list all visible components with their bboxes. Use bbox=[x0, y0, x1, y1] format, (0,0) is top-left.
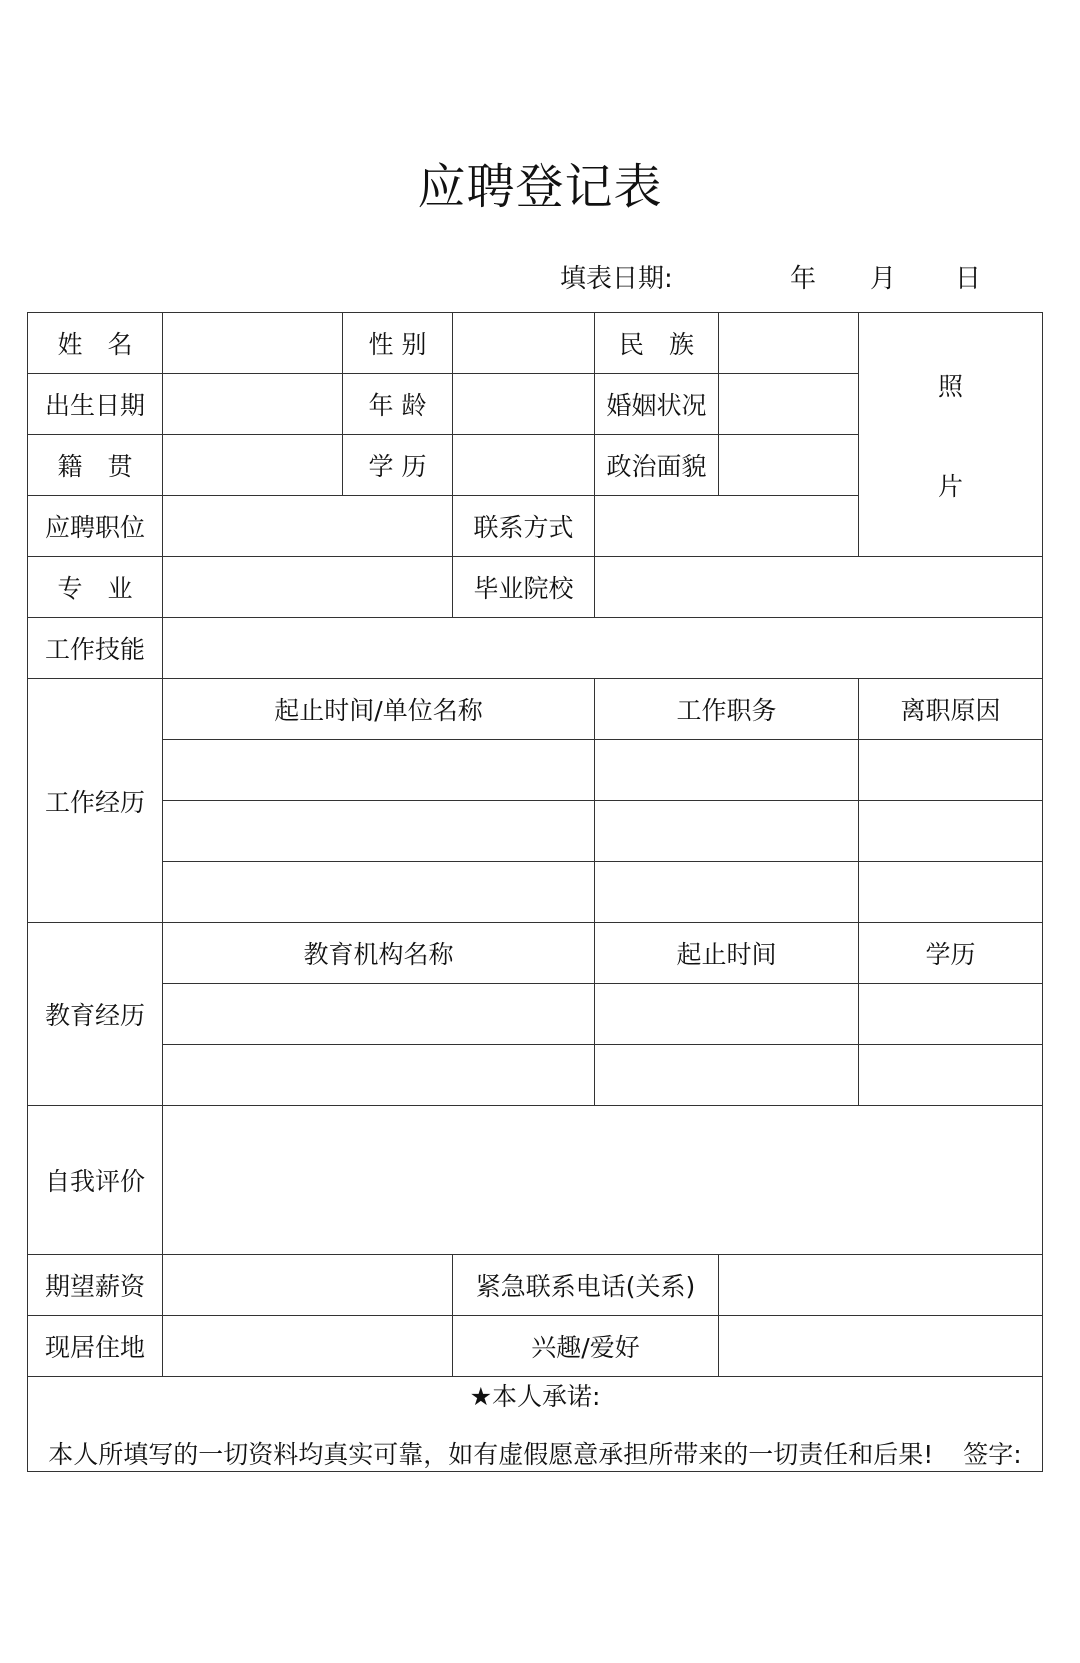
education-experience-label: 教育经历 bbox=[28, 923, 163, 1106]
expected-salary-field[interactable] bbox=[163, 1255, 453, 1316]
hobbies-label: 兴趣/爱好 bbox=[453, 1316, 719, 1377]
education-label: 学 历 bbox=[343, 435, 453, 496]
edu-1-period[interactable] bbox=[595, 984, 859, 1045]
table-row bbox=[28, 740, 1043, 801]
year-label: 年 bbox=[790, 264, 817, 294]
table-row bbox=[28, 679, 1043, 740]
age-field[interactable] bbox=[453, 374, 595, 435]
gender-label: 性 别 bbox=[343, 313, 453, 374]
native-place-field[interactable] bbox=[163, 435, 343, 496]
fill-date-label: 填表日期: bbox=[560, 264, 673, 294]
work-col-period-org: 起止时间/单位名称 bbox=[163, 679, 595, 740]
position-field[interactable] bbox=[163, 496, 453, 557]
edu-col-period: 起止时间 bbox=[595, 923, 859, 984]
address-label: 现居住地 bbox=[28, 1316, 163, 1377]
edu-col-degree: 学历 bbox=[859, 923, 1043, 984]
education-field[interactable] bbox=[453, 435, 595, 496]
work-1-leave-reason[interactable] bbox=[859, 740, 1043, 801]
age-label: 年 龄 bbox=[343, 374, 453, 435]
fill-date-row bbox=[560, 258, 1000, 298]
name-field[interactable] bbox=[163, 313, 343, 374]
photo-box[interactable] bbox=[859, 313, 1043, 557]
ethnicity-field[interactable] bbox=[719, 313, 859, 374]
emergency-contact-field[interactable] bbox=[719, 1255, 1043, 1316]
table-row bbox=[28, 984, 1043, 1045]
hobbies-field[interactable] bbox=[719, 1316, 1043, 1377]
edu-1-degree[interactable] bbox=[859, 984, 1043, 1045]
table-row bbox=[28, 313, 1043, 374]
work-col-title: 工作职务 bbox=[595, 679, 859, 740]
gender-field[interactable] bbox=[453, 313, 595, 374]
table-row bbox=[28, 1255, 1043, 1316]
edu-2-institution[interactable] bbox=[163, 1045, 595, 1106]
table-row bbox=[28, 1316, 1043, 1377]
month-label: 月 bbox=[870, 264, 897, 294]
table-row bbox=[28, 923, 1043, 984]
major-label: 专 业 bbox=[28, 557, 163, 618]
self-evaluation-label: 自我评价 bbox=[28, 1106, 163, 1255]
ethnicity-label: 民 族 bbox=[595, 313, 719, 374]
table-row bbox=[28, 557, 1043, 618]
school-label: 毕业院校 bbox=[453, 557, 595, 618]
table-row bbox=[28, 1045, 1043, 1106]
work-1-period-org[interactable] bbox=[163, 740, 595, 801]
pledge-title: ★本人承诺: bbox=[469, 1382, 601, 1411]
table-row bbox=[28, 618, 1043, 679]
photo-label-2: 片 bbox=[937, 471, 963, 501]
contact-field[interactable] bbox=[595, 496, 859, 557]
work-2-leave-reason[interactable] bbox=[859, 801, 1043, 862]
work-experience-label: 工作经历 bbox=[28, 679, 163, 923]
political-status-field[interactable] bbox=[719, 435, 859, 496]
work-2-period-org[interactable] bbox=[163, 801, 595, 862]
pledge-text: 本人所填写的一切资料均真实可靠，如有虚假愿意承担所带来的一切责任和后果! bbox=[48, 1440, 934, 1469]
edu-2-degree[interactable] bbox=[859, 1045, 1043, 1106]
birth-date-label: 出生日期 bbox=[28, 374, 163, 435]
table-row bbox=[28, 1377, 1043, 1472]
marital-status-field[interactable] bbox=[719, 374, 859, 435]
registration-table bbox=[27, 312, 1043, 1472]
signature-label[interactable]: 签字: bbox=[963, 1440, 1022, 1469]
native-place-label: 籍 贯 bbox=[28, 435, 163, 496]
table-row bbox=[28, 1106, 1043, 1255]
pledge-line bbox=[28, 1435, 1042, 1471]
edu-1-institution[interactable] bbox=[163, 984, 595, 1045]
work-1-title[interactable] bbox=[595, 740, 859, 801]
skills-field[interactable] bbox=[163, 618, 1043, 679]
emergency-contact-label: 紧急联系电话(关系) bbox=[453, 1255, 719, 1316]
name-label: 姓 名 bbox=[28, 313, 163, 374]
work-2-title[interactable] bbox=[595, 801, 859, 862]
major-field[interactable] bbox=[163, 557, 453, 618]
skills-label: 工作技能 bbox=[28, 618, 163, 679]
work-col-leave-reason: 离职原因 bbox=[859, 679, 1043, 740]
marital-status-label: 婚姻状况 bbox=[595, 374, 719, 435]
self-evaluation-field[interactable] bbox=[163, 1106, 1043, 1255]
work-3-title[interactable] bbox=[595, 862, 859, 923]
edu-2-period[interactable] bbox=[595, 1045, 859, 1106]
school-field[interactable] bbox=[595, 557, 1043, 618]
expected-salary-label: 期望薪资 bbox=[28, 1255, 163, 1316]
political-status-label: 政治面貌 bbox=[595, 435, 719, 496]
table-row bbox=[28, 862, 1043, 923]
birth-date-field[interactable] bbox=[163, 374, 343, 435]
table-row bbox=[28, 801, 1043, 862]
form-title: 应聘登记表 bbox=[417, 159, 663, 215]
day-label: 日 bbox=[955, 264, 982, 294]
work-3-period-org[interactable] bbox=[163, 862, 595, 923]
position-label: 应聘职位 bbox=[28, 496, 163, 557]
work-3-leave-reason[interactable] bbox=[859, 862, 1043, 923]
edu-col-institution: 教育机构名称 bbox=[163, 923, 595, 984]
address-field[interactable] bbox=[163, 1316, 453, 1377]
photo-label-1: 照 bbox=[937, 371, 963, 401]
pledge-box bbox=[28, 1377, 1043, 1472]
contact-label: 联系方式 bbox=[453, 496, 595, 557]
